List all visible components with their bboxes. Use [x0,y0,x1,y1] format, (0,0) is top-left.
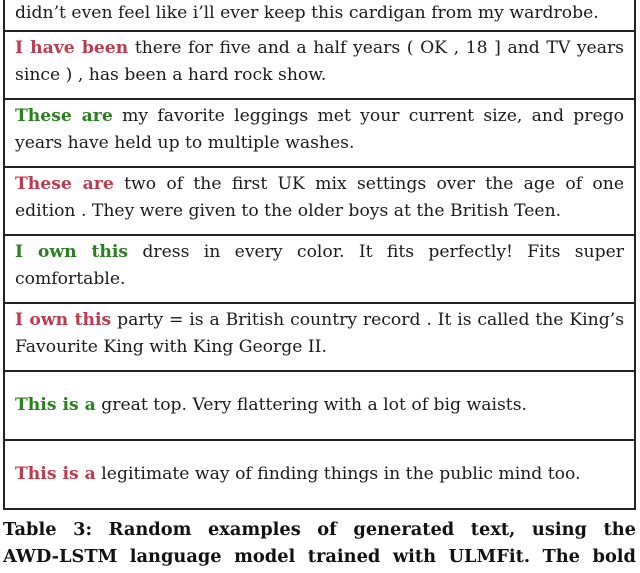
generated-text-table [3,0,636,510]
prompt-prefix: I own this [15,242,129,262]
row-text [15,307,624,361]
row-body: my favorite leggings met your current size, and prego years have held up to multiple washes. [15,106,624,153]
table-row [5,32,634,100]
row-body: two of the first UK mix settings over the age of one edition . They were given to the older boys at the British Teen. [15,174,624,221]
prompt-prefix: I have been [15,38,129,58]
table-row [5,441,634,510]
row-body: there for five and a half years ( OK , 18 ] and TV years since ) , has been a hard rock show. [15,38,625,85]
row-text [15,0,624,27]
row-body: legitimate way of finding things in the public mind too. [95,464,581,484]
row-body: dress in every color. It fits perfectly! Fits super comfortable. [15,242,624,289]
row-text [15,392,624,419]
row-body: didn’t even feel like i’ll ever keep this cardigan from my wardrobe. [15,3,599,23]
prompt-prefix: I own this [15,310,112,330]
caption-line: Table 3: Random examples of generated text, using the [3,519,636,540]
table-row [5,168,634,236]
table-row [5,236,634,304]
row-text [15,35,624,89]
table-row [5,372,634,441]
row-text [15,103,624,157]
prompt-prefix: These are [15,106,113,126]
row-text [15,461,624,488]
table-row [5,304,634,372]
prompt-prefix: These are [15,174,114,194]
caption-line: AWD-LSTM language model trained with ULMFit. The bold [3,546,636,567]
table-caption [3,516,636,570]
prompt-prefix: This is a [15,395,96,415]
row-text [15,239,624,293]
row-text [15,171,624,225]
row-body: party = is a British country record . It is called the King’s Favourite King with King George II. [15,310,625,357]
row-body: great top. Very flattering with a lot of big waists. [95,395,527,415]
table-row [5,0,634,32]
table-row [5,100,634,168]
prompt-prefix: This is a [15,464,96,484]
